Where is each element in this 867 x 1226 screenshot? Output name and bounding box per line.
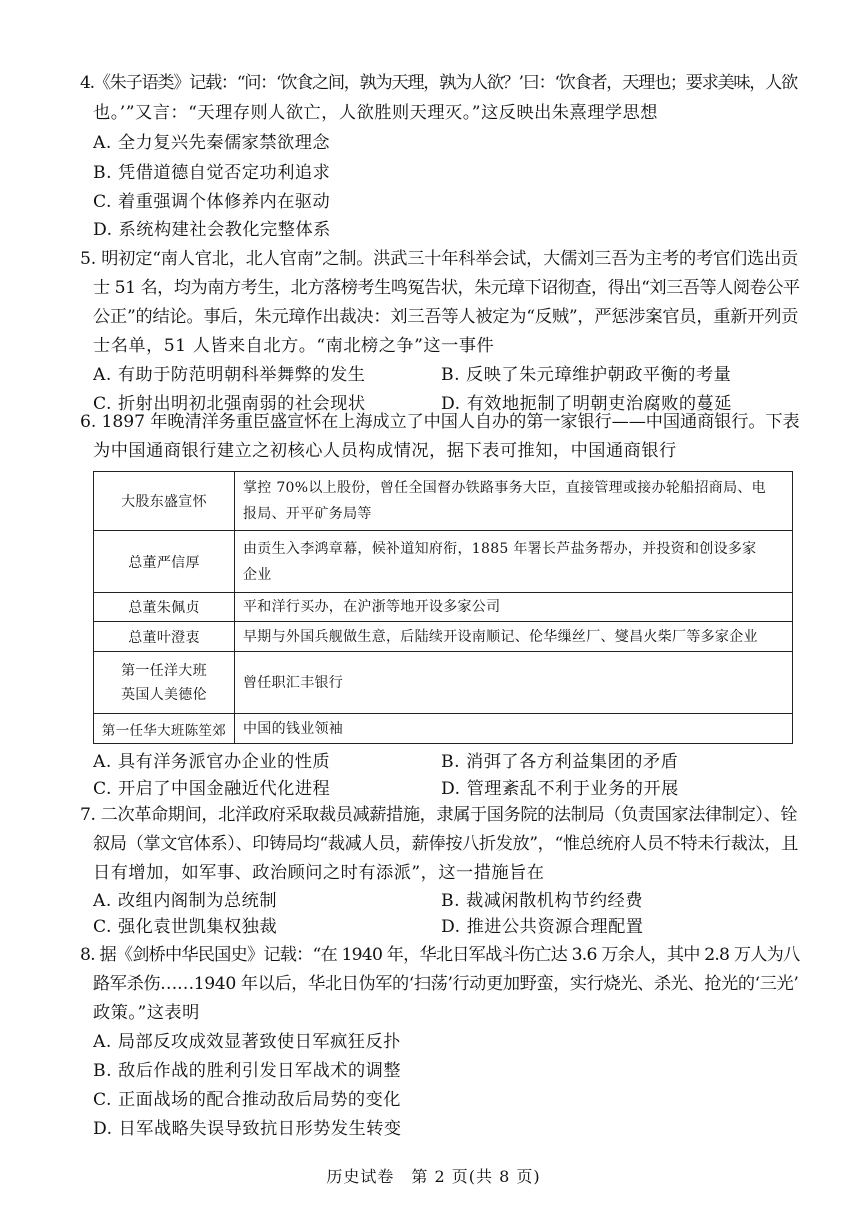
question-stem-line: 为中国通商银行建立之初核心人员构成情况，据下表可推知，中国通商银行 <box>93 441 677 461</box>
desc-text: 报局、开平矿务局等 <box>243 506 372 522</box>
table-cell-role <box>94 593 235 622</box>
table-cell-desc <box>235 622 793 652</box>
option-b: B. 消弭了各方利益集团的矛盾 <box>441 752 679 772</box>
table-cell-desc <box>235 531 793 593</box>
option-c: C. 开启了中国金融近代化进程 <box>93 779 331 799</box>
option-b: B. 反映了朱元璋维护朝政平衡的考量 <box>441 365 732 385</box>
table-cell-desc <box>235 652 793 714</box>
desc-text: 由贡生入李鸿章幕，候补道知府衔，1885 年署长芦盐务帮办，并投资和创设多家 <box>243 540 757 557</box>
question-stem-line: 公正”的结论。事后，朱元璋作出裁决：刘三吾等人被定为“反贼”，严惩涉案官员，重新开列贡 <box>93 307 799 327</box>
desc-text: 曾任职汇丰银行 <box>243 674 344 691</box>
role-text: 英国人美德伦 <box>121 686 207 703</box>
option-a: A. 全力复兴先秦儒家禁欲理念 <box>93 133 331 153</box>
option-c: C. 折射出明初北强南弱的社会现状 <box>93 394 366 414</box>
desc-text: 早期与外国兵舰做生意，后陆续开设南顺记、伦华缫丝厂、燮昌火柴厂等多家企业 <box>243 628 758 645</box>
option-b: B. 凭借道德自觉否定功利追求 <box>93 163 331 183</box>
table-cell-desc <box>235 593 793 622</box>
option-d: D. 系统构建社会教化完整体系 <box>93 220 331 240</box>
page-footer: 历史试卷 第 2 页(共 8 页) <box>326 1167 541 1186</box>
option-d: D. 日军战略失误导致抗日形势发生转变 <box>93 1119 402 1139</box>
desc-text: 平和洋行买办，在沪浙等地开设多家公司 <box>243 599 501 615</box>
role-text: 总董严信厚 <box>128 554 200 571</box>
option-d: D. 管理紊乱不利于业务的开展 <box>441 779 679 799</box>
personnel-table <box>93 471 793 744</box>
question-stem-line: 政策。”这表明 <box>93 1003 200 1023</box>
question-stem-line: 8. 据《剑桥中华民国史》记载：“在 1940 年，华北日军战斗伤亡达 3.6 万余人，其中 2.8 万人为八 <box>80 945 800 965</box>
question-stem-line: 5. 明初定“南人官北，北人官南”之制。洪武三十年科举会试，大儒刘三吾为主考的考官们选出贡 <box>80 249 798 269</box>
question-stem-line: 日有增加，如军事、政治顾问之时有添派”，这一措施旨在 <box>93 863 545 883</box>
role-text: 第一任华大班陈笙郊 <box>101 722 227 739</box>
role-text: 总董朱佩贞 <box>128 600 200 616</box>
table-row <box>94 472 793 531</box>
option-a: A. 具有洋务派官办企业的性质 <box>93 752 331 772</box>
option-b: B. 裁减闲散机构节约经费 <box>441 891 643 911</box>
desc-text: 掌控 70%以上股份，曾任全国督办铁路事务大臣，直接管理或接办轮船招商局、电 <box>243 480 766 496</box>
table-row <box>94 714 793 744</box>
question-stem-line: 士 51 名，均为南方考生，北方落榜考生鸣冤告状，朱元璋下诏彻查，得出“刘三吾等人阅卷公平 <box>93 278 800 298</box>
role-text: 大股东盛宣怀 <box>121 494 207 510</box>
table-cell-role <box>94 714 235 744</box>
option-c: C. 着重强调个体修养内在驱动 <box>93 192 331 212</box>
desc-text: 中国的钱业领袖 <box>243 720 344 737</box>
table-row <box>94 593 793 622</box>
desc-text: 企业 <box>243 566 272 583</box>
question-stem-line: 也。’”又言：“天理存则人欲亡，人欲胜则天理灭。”这反映出朱熹理学思想 <box>93 103 658 123</box>
table-row <box>94 622 793 652</box>
table-cell-role <box>94 472 235 531</box>
option-a: A. 有助于防范明朝科举舞弊的发生 <box>93 365 366 385</box>
question-stem-line: 4.《朱子语类》记载：“问：‘饮食之间，孰为天理，孰为人欲？’曰：‘饮食者，天理也；要求美味，人欲 <box>80 73 797 93</box>
option-d: D. 推进公共资源合理配置 <box>441 917 644 937</box>
option-c: C. 正面战场的配合推动敌后局势的变化 <box>93 1090 401 1110</box>
table-row <box>94 652 793 714</box>
table-cell-role <box>94 531 235 593</box>
option-a: A. 改组内阁制为总统制 <box>93 891 278 911</box>
option-b: B. 敌后作战的胜利引发日军战术的调整 <box>93 1061 402 1081</box>
table-cell-desc <box>235 714 793 744</box>
question-stem-line: 叙局（掌文官体系）、印铸局均“裁减人员，薪俸按八折发放”，“惟总统府人员不特未行裁汰，且 <box>93 834 798 854</box>
table-cell-role <box>94 652 235 714</box>
question-stem-line: 7. 二次革命期间，北洋政府采取裁员减薪措施，隶属于国务院的法制局（负责国家法律制定）、铨 <box>80 805 798 825</box>
option-c: C. 强化袁世凯集权独裁 <box>93 917 278 937</box>
table-cell-role <box>94 622 235 652</box>
table-cell-desc <box>235 472 793 531</box>
question-stem-line: 路军杀伤……1940 年以后，华北日伪军的‘扫荡’行动更加野蛮，实行烧光、杀光、抢光的‘三光’ <box>93 974 799 994</box>
question-stem-line: 6. 1897 年晚清洋务重臣盛宣怀在上海成立了中国人自办的第一家银行——中国通商银行。下表 <box>80 412 800 432</box>
role-text: 第一任洋大班 <box>121 662 207 679</box>
option-a: A. 局部反攻成效显著致使日军疯狂反扑 <box>93 1032 401 1052</box>
option-d: D. 有效地扼制了明朝吏治腐败的蔓延 <box>441 394 732 414</box>
role-text: 总董叶澄衷 <box>128 629 200 646</box>
table-row <box>94 531 793 593</box>
question-stem-line: 士名单，51 人皆来自北方。“南北榜之争”这一事件 <box>93 336 495 356</box>
